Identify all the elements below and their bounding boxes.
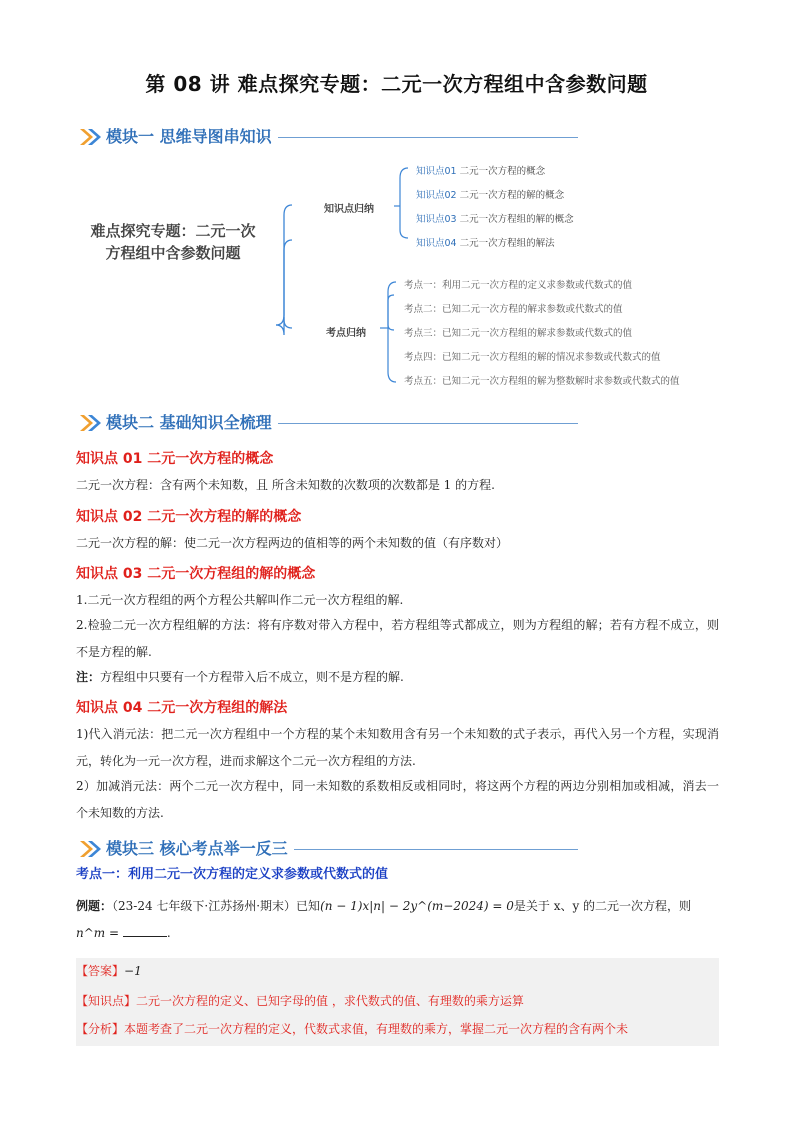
double-chevron-icon [78, 126, 104, 148]
root-line-2: 方程组中含参数问题 [105, 244, 241, 262]
example-question [76, 893, 719, 947]
module-2-title: 模块二 基础知识全梳理 [106, 408, 278, 438]
mind-map [78, 150, 718, 400]
knowledge-point-04-heading: 知识点 04 二元一次方程组的解法 [76, 700, 288, 716]
exam-leaf: 考点一：利用二元一次方程的定义求参数或代数式的值 [404, 280, 633, 291]
knowledge-leaf: 知识点02 二元一次方程的解的概念 [416, 190, 565, 201]
double-chevron-icon [78, 412, 104, 434]
answer-box [76, 958, 719, 1046]
knowledge-point-03-p2: 2.检验二元一次方程组解的方法：将有序数对带入方程中，若方程组等式都成立，则为方程组的解；若有方程不成立，则不是方程的解. [76, 618, 719, 659]
knowledge-point-01-heading: 知识点 01 二元一次方程的概念 [76, 451, 274, 467]
knowledge-point-02-heading: 知识点 02 二元一次方程的解的概念 [76, 509, 302, 525]
knowledge-point-01-body: 二元一次方程：含有两个未知数，且 所含未知数的次数项的次数都是 1 的方程. [76, 478, 495, 492]
answer-blank [123, 924, 167, 937]
module-banner-2 [78, 408, 578, 438]
knowledge-leaf: 知识点01 二元一次方程的概念 [416, 166, 546, 177]
double-chevron-icon [78, 838, 104, 860]
exam-leaf: 考点五：已知二元一次方程组的解为整数解时求参数或代数式的值 [404, 376, 680, 387]
module-1-title: 模块一 思维导图串知识 [106, 122, 278, 152]
knowledge-row: 【知识点】二元一次方程的定义、已知字母的值 ，求代数式的值、有理数的乘方运算 [76, 994, 524, 1008]
knowledge-point-02-body: 二元一次方程的解：使二元一次方程两边的值相等的两个未知数的值（有序数对） [76, 536, 509, 550]
exam-leaf: 考点四：已知二元一次方程组的解的情况求参数或代数式的值 [404, 352, 661, 363]
analysis-row: 【分析】本题考查了二元一次方程的定义，代数式求值，有理数的乘方，掌握二元一次方程的含有两个未 [76, 1022, 629, 1036]
knowledge-point-04-p1: 1)代入消元法：把二元一次方程组中一个方程的某个未知数用含有另一个未知数的式子表示，再代入另一个方程，实现消元，转化为一元一次方程，进而求解这个二元一次方程组的方法. [76, 727, 719, 768]
exam-point-1-heading: 考点一：利用二元一次方程的定义求参数或代数式的值 [76, 867, 389, 882]
knowledge-point-04-p2: 2）加减消元法：两个二元一次方程中，同一未知数的系数相反或相同时，将这两个方程的两边分别相加或相减，消去一个未知数的方法. [76, 779, 719, 820]
knowledge-point-03-heading: 知识点 03 二元一次方程组的解的概念 [76, 566, 316, 582]
branch-knowledge: 知识点归纳 [324, 204, 374, 215]
answer-row: 【答案】−1 [76, 964, 142, 978]
equation: (n − 1)x|n| − 2y^(m−2024) = 0 [320, 899, 514, 913]
knowledge-leaf: 知识点04 二元一次方程组的解法 [416, 238, 555, 249]
example-line-2: n^m = . [76, 926, 171, 940]
root-line-1: 难点探究专题：二元一次 [90, 222, 256, 240]
module-banner-1 [78, 122, 578, 152]
example-line-1: 例题：（23-24 七年级下·江苏扬州·期末）已知(n − 1)x|n| − 2y^(m−2024) = 0是关于 x、y 的二元一次方程，则 [76, 899, 692, 913]
page-title: 第 08 讲 难点探究专题：二元一次方程组中含参数问题 [145, 72, 648, 96]
branch-exam: 考点归纳 [326, 328, 366, 339]
exam-leaf: 考点三：已知二元一次方程组的解求参数或代数式的值 [404, 328, 633, 339]
knowledge-point-03-p1: 1.二元一次方程组的两个方程公共解叫作二元一次方程组的解. [76, 593, 404, 607]
exam-leaf: 考点二：已知二元一次方程的解求参数或代数式的值 [404, 304, 623, 315]
knowledge-leaf: 知识点03 二元一次方程组的解的概念 [416, 214, 574, 225]
knowledge-point-03-note: 注：方程组中只要有一个方程带入后不成立，则不是方程的解. [76, 670, 404, 684]
module-3-title: 模块三 核心考点举一反三 [106, 834, 294, 864]
module-banner-3 [78, 834, 578, 864]
